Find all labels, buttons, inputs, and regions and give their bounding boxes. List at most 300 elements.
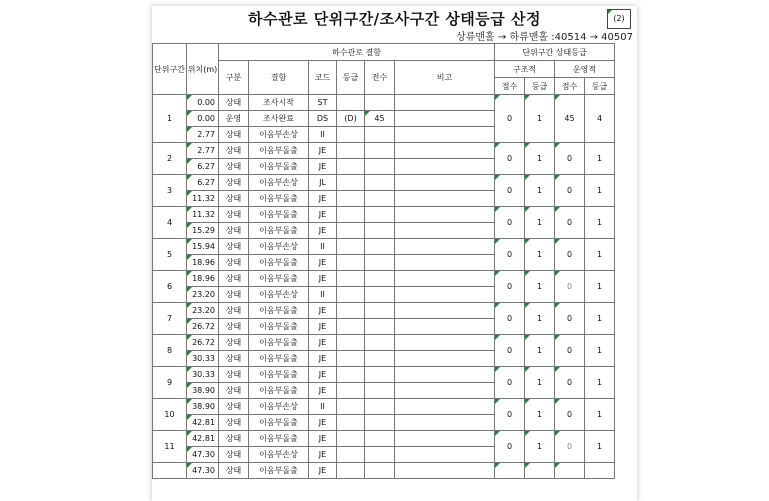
grade-cell[interactable] [337,175,365,191]
operational-score-cell-text: 0 [566,186,573,195]
type-cell-text: 상태 [225,450,242,459]
grade-cell[interactable] [337,159,365,175]
header-position: 위치(m) [187,44,219,95]
structural-score-cell[interactable] [495,175,525,207]
structural-grade-cell[interactable] [525,303,555,335]
position-cell[interactable] [187,271,219,287]
defect-cell[interactable] [249,159,309,175]
structural-grade-cell[interactable] [525,367,555,399]
remark-cell[interactable] [395,239,495,255]
count-cell[interactable] [365,319,395,335]
remark-cell[interactable] [395,415,495,431]
position-cell[interactable] [187,239,219,255]
structural-score-cell[interactable] [495,399,525,431]
count-cell[interactable] [365,463,395,479]
structural-score-cell[interactable] [495,95,525,143]
code-cell[interactable] [309,431,337,447]
remark-cell[interactable] [395,303,495,319]
header-operational: 운영적 [555,61,615,78]
count-cell[interactable] [365,287,395,303]
structural-grade-cell[interactable] [525,335,555,367]
position-cell[interactable] [187,367,219,383]
operational-grade-cell[interactable] [585,367,615,399]
position-cell[interactable] [187,351,219,367]
remark-cell[interactable] [395,143,495,159]
operational-grade-cell[interactable] [585,207,615,239]
code-cell[interactable] [309,303,337,319]
code-cell-text: ST [317,98,328,107]
count-cell[interactable] [365,303,395,319]
cell-marker-icon [495,175,500,180]
position-cell[interactable] [187,111,219,127]
type-cell[interactable] [219,143,249,159]
position-cell-text: 23.20 [192,306,215,315]
type-cell[interactable] [219,111,249,127]
remark-cell[interactable] [395,351,495,367]
operational-grade-cell[interactable] [585,95,615,143]
count-cell[interactable] [365,175,395,191]
type-cell[interactable] [219,383,249,399]
structural-grade-cell[interactable] [525,207,555,239]
type-cell[interactable] [219,463,249,479]
operational-grade-cell[interactable] [585,143,615,175]
grade-cell[interactable] [337,271,365,287]
position-cell[interactable] [187,207,219,223]
cell-marker-icon [525,399,530,404]
cell-marker-icon [187,207,192,212]
count-cell[interactable] [365,159,395,175]
header-defect-group: 하수관로 결함 [219,44,495,61]
code-cell[interactable] [309,175,337,191]
unit-number-cell[interactable] [153,399,187,431]
structural-grade-cell-text: 1 [536,218,543,227]
cell-marker-icon [525,207,530,212]
type-cell-text: 상태 [225,274,242,283]
operational-score-cell[interactable] [555,399,585,431]
grade-cell[interactable] [337,303,365,319]
structural-grade-cell[interactable] [525,95,555,143]
defect-cell[interactable] [249,351,309,367]
unit-number-cell[interactable] [153,335,187,367]
type-cell[interactable] [219,159,249,175]
position-cell[interactable] [187,383,219,399]
structural-grade-cell[interactable] [525,271,555,303]
grade-cell[interactable] [337,383,365,399]
structural-score-cell[interactable] [495,463,525,479]
structural-score-cell[interactable] [495,143,525,175]
operational-score-cell[interactable] [555,95,585,143]
structural-score-cell-text: 0 [506,218,513,227]
type-cell[interactable] [219,351,249,367]
position-cell[interactable] [187,415,219,431]
code-cell-text: JE [318,466,327,475]
cell-marker-icon [365,111,370,116]
code-cell[interactable] [309,271,337,287]
code-cell[interactable] [309,367,337,383]
count-cell[interactable] [365,415,395,431]
count-cell[interactable] [365,111,395,127]
remark-cell[interactable] [395,335,495,351]
defect-cell[interactable] [249,127,309,143]
grade-cell[interactable] [337,415,365,431]
code-cell-text: JE [318,450,327,459]
remark-cell[interactable] [395,207,495,223]
type-cell[interactable] [219,95,249,111]
position-cell[interactable] [187,95,219,111]
remark-cell[interactable] [395,191,495,207]
code-cell[interactable] [309,383,337,399]
unit-number-cell[interactable] [153,175,187,207]
code-cell[interactable] [309,143,337,159]
position-cell-text: 30.33 [192,354,215,363]
operational-grade-cell[interactable] [585,335,615,367]
cell-marker-icon [555,95,560,100]
type-cell-text: 상태 [225,194,242,203]
position-cell[interactable] [187,255,219,271]
operational-grade-cell-text: 1 [596,442,603,451]
code-cell[interactable] [309,319,337,335]
code-cell[interactable] [309,111,337,127]
defect-cell[interactable] [249,191,309,207]
defect-cell[interactable] [249,367,309,383]
operational-score-cell-text: 0 [566,314,573,323]
grade-cell[interactable] [337,207,365,223]
count-cell[interactable] [365,431,395,447]
position-cell-text: 38.90 [192,386,215,395]
code-cell[interactable] [309,223,337,239]
code-cell-text: II [320,130,325,139]
type-cell-text: 상태 [225,290,242,299]
position-cell-text: 42.81 [192,418,215,427]
structural-grade-cell[interactable] [525,431,555,463]
code-cell[interactable] [309,95,337,111]
position-cell[interactable] [187,191,219,207]
type-cell[interactable] [219,207,249,223]
operational-grade-cell-text: 1 [596,282,603,291]
type-cell[interactable] [219,191,249,207]
cell-marker-icon [555,143,560,148]
operational-grade-cell[interactable] [585,431,615,463]
type-cell[interactable] [219,239,249,255]
cell-marker-icon [525,239,530,244]
type-cell[interactable] [219,335,249,351]
operational-score-cell[interactable] [555,335,585,367]
count-cell[interactable] [365,383,395,399]
code-cell[interactable] [309,287,337,303]
defect-cell[interactable] [249,383,309,399]
defect-cell[interactable] [249,207,309,223]
count-cell[interactable] [365,239,395,255]
type-cell[interactable] [219,447,249,463]
code-cell[interactable] [309,399,337,415]
cell-marker-icon [525,271,530,276]
defect-cell[interactable] [249,447,309,463]
document-title: 하수관로 단위구간/조사구간 상태등급 산정 [248,10,541,28]
type-cell[interactable] [219,223,249,239]
count-cell[interactable] [365,351,395,367]
position-cell-text: 26.72 [192,322,215,331]
count-cell[interactable] [365,223,395,239]
code-cell[interactable] [309,191,337,207]
structural-score-cell-text: 0 [506,442,513,451]
remark-cell[interactable] [395,223,495,239]
grade-cell[interactable] [337,463,365,479]
structural-score-cell[interactable] [495,367,525,399]
position-cell[interactable] [187,399,219,415]
structural-score-cell-text: 0 [506,186,513,195]
type-cell[interactable] [219,303,249,319]
position-cell-text: 18.96 [192,258,215,267]
type-cell[interactable] [219,175,249,191]
code-cell[interactable] [309,335,337,351]
cell-marker-icon [525,335,530,340]
position-cell[interactable] [187,303,219,319]
remark-cell[interactable] [395,287,495,303]
grade-cell[interactable] [337,335,365,351]
defect-cell[interactable] [249,95,309,111]
header-count: 전수 [365,61,395,95]
count-cell[interactable] [365,255,395,271]
operational-grade-cell[interactable] [585,175,615,207]
unit-number-cell[interactable] [153,95,187,143]
count-cell[interactable] [365,191,395,207]
type-cell[interactable] [219,399,249,415]
operational-grade-cell[interactable] [585,303,615,335]
type-cell[interactable] [219,287,249,303]
cell-marker-icon [187,303,192,308]
grade-cell[interactable] [337,351,365,367]
count-cell[interactable] [365,207,395,223]
type-cell[interactable] [219,367,249,383]
header-defect: 결함 [249,61,309,95]
defect-cell[interactable] [249,463,309,479]
type-cell-text: 상태 [225,466,242,475]
structural-score-cell[interactable] [495,335,525,367]
position-cell[interactable] [187,335,219,351]
remark-cell[interactable] [395,175,495,191]
operational-score-cell[interactable] [555,175,585,207]
code-cell[interactable] [309,159,337,175]
position-cell[interactable] [187,319,219,335]
structural-grade-cell[interactable] [525,175,555,207]
unit-number-cell-text: 6 [166,282,173,291]
remark-cell[interactable] [395,95,495,111]
type-cell-text: 상태 [225,98,242,107]
remark-cell[interactable] [395,319,495,335]
grade-cell[interactable] [337,399,365,415]
type-cell[interactable] [219,271,249,287]
structural-score-cell[interactable] [495,271,525,303]
defect-cell[interactable] [249,415,309,431]
operational-score-cell[interactable] [555,271,585,303]
defect-cell[interactable] [249,111,309,127]
operational-score-cell[interactable] [555,463,585,479]
structural-grade-cell[interactable] [525,143,555,175]
operational-score-cell[interactable] [555,143,585,175]
cell-marker-icon [525,463,530,468]
remark-cell[interactable] [395,111,495,127]
grade-cell[interactable] [337,447,365,463]
unit-number-cell[interactable] [153,239,187,271]
remark-cell[interactable] [395,127,495,143]
unit-number-cell[interactable] [153,143,187,175]
defect-cell[interactable] [249,287,309,303]
defect-cell[interactable] [249,175,309,191]
operational-score-cell[interactable] [555,367,585,399]
remark-cell[interactable] [395,383,495,399]
type-cell-text: 상태 [225,162,242,171]
grade-cell[interactable] [337,367,365,383]
unit-number-cell-text: 11 [164,442,175,451]
operational-score-cell[interactable] [555,303,585,335]
unit-number-cell[interactable] [153,367,187,399]
count-cell[interactable] [365,335,395,351]
operational-grade-cell[interactable] [585,463,615,479]
defect-cell[interactable] [249,303,309,319]
code-cell-text: II [320,242,325,251]
remark-cell[interactable] [395,159,495,175]
position-cell[interactable] [187,463,219,479]
unit-number-cell[interactable] [153,431,187,463]
count-cell[interactable] [365,95,395,111]
type-cell[interactable] [219,255,249,271]
remark-cell[interactable] [395,463,495,479]
code-cell[interactable] [309,239,337,255]
count-cell[interactable] [365,143,395,159]
code-cell[interactable] [309,127,337,143]
operational-grade-cell-text: 1 [596,250,603,259]
cell-marker-icon [495,463,500,468]
grade-cell[interactable] [337,95,365,111]
position-cell[interactable] [187,175,219,191]
position-cell-text: 47.30 [192,450,215,459]
table-row [153,335,615,351]
position-cell[interactable] [187,223,219,239]
code-cell[interactable] [309,447,337,463]
operational-grade-cell-text: 1 [596,346,603,355]
type-cell[interactable] [219,319,249,335]
operational-grade-cell-text: 4 [596,114,603,123]
position-cell[interactable] [187,287,219,303]
cell-marker-icon [495,207,500,212]
defect-cell-text: 이음부돌출 [259,338,298,347]
type-cell[interactable] [219,431,249,447]
unit-number-cell[interactable] [153,463,187,479]
grade-cell[interactable] [337,127,365,143]
grade-cell[interactable] [337,111,365,127]
defect-cell[interactable] [249,271,309,287]
code-cell[interactable] [309,255,337,271]
grade-table [152,43,615,479]
structural-grade-cell[interactable] [525,399,555,431]
type-cell[interactable] [219,415,249,431]
header-type: 구분 [219,61,249,95]
unit-number-cell[interactable] [153,303,187,335]
code-cell[interactable] [309,207,337,223]
structural-score-cell[interactable] [495,239,525,271]
structural-grade-cell[interactable] [525,463,555,479]
position-cell[interactable] [187,431,219,447]
defect-cell[interactable] [249,239,309,255]
defect-cell[interactable] [249,335,309,351]
grade-cell-text: (D) [344,114,357,123]
defect-cell[interactable] [249,255,309,271]
structural-grade-cell[interactable] [525,239,555,271]
count-cell[interactable] [365,367,395,383]
position-cell[interactable] [187,447,219,463]
type-cell[interactable] [219,127,249,143]
unit-number-cell[interactable] [153,271,187,303]
grade-cell[interactable] [337,191,365,207]
structural-score-cell-text: 0 [506,378,513,387]
position-cell[interactable] [187,127,219,143]
grade-cell[interactable] [337,287,365,303]
defect-cell-text: 이음부돌출 [259,162,298,171]
count-cell[interactable] [365,399,395,415]
defect-cell[interactable] [249,399,309,415]
structural-score-cell[interactable] [495,207,525,239]
structural-score-cell[interactable] [495,303,525,335]
operational-grade-cell[interactable] [585,271,615,303]
cell-marker-icon [187,287,192,292]
grade-cell[interactable] [337,255,365,271]
grade-cell[interactable] [337,223,365,239]
table-row [153,431,615,447]
defect-cell[interactable] [249,319,309,335]
operational-grade-cell-text: 1 [596,378,603,387]
position-cell-text: 15.29 [192,226,215,235]
position-cell[interactable] [187,143,219,159]
defect-cell[interactable] [249,431,309,447]
count-cell[interactable] [365,271,395,287]
remark-cell[interactable] [395,399,495,415]
remark-cell[interactable] [395,255,495,271]
defect-cell-text: 이음부손상 [259,130,298,139]
operational-score-cell[interactable] [555,207,585,239]
remark-cell[interactable] [395,367,495,383]
count-cell[interactable] [365,127,395,143]
defect-cell[interactable] [249,223,309,239]
type-cell-text: 상태 [225,226,242,235]
grade-cell[interactable] [337,239,365,255]
structural-score-cell[interactable] [495,431,525,463]
grade-cell[interactable] [337,319,365,335]
position-cell[interactable] [187,159,219,175]
grade-cell[interactable] [337,431,365,447]
operational-grade-cell[interactable] [585,399,615,431]
table-row [153,143,615,159]
header-structural-score: 점수 [495,78,525,95]
structural-grade-cell-text: 1 [536,442,543,451]
remark-cell[interactable] [395,271,495,287]
defect-cell[interactable] [249,143,309,159]
code-cell[interactable] [309,415,337,431]
remark-cell[interactable] [395,447,495,463]
remark-cell[interactable] [395,431,495,447]
operational-score-cell[interactable] [555,239,585,271]
code-cell-text: JE [318,322,327,331]
table-row [153,175,615,191]
cell-marker-icon [187,159,192,164]
grade-cell[interactable] [337,143,365,159]
code-cell[interactable] [309,463,337,479]
unit-number-cell[interactable] [153,207,187,239]
code-cell[interactable] [309,351,337,367]
count-cell[interactable] [365,447,395,463]
operational-grade-cell[interactable] [585,239,615,271]
operational-score-cell[interactable] [555,431,585,463]
operational-score-cell-text: 45 [564,114,575,123]
